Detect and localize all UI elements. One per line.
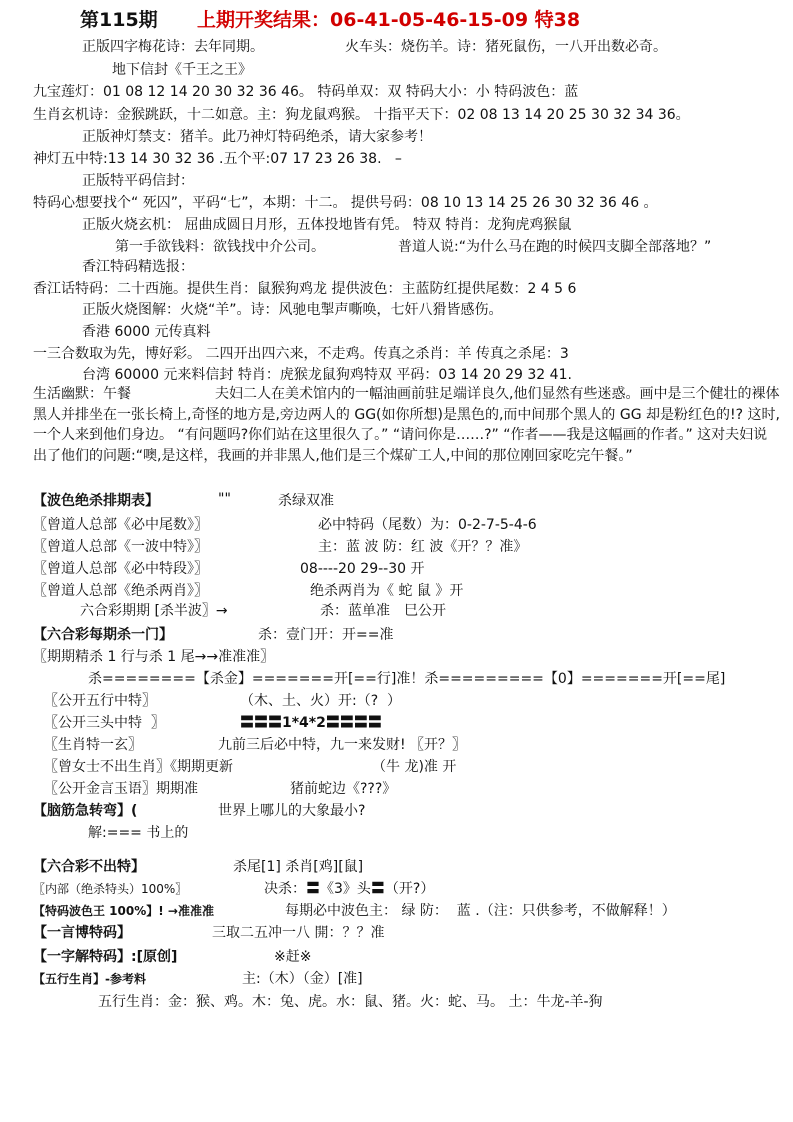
kill-metal-line: 杀========【杀金】=======开[==行]准！杀=========【0】=======开[==尾] [88, 671, 726, 687]
segment-value: 08----20 29--30 开 [300, 561, 425, 577]
wave-king-value: 每期必中波色主： 绿 防： 蓝 .（注：只供参考，不做解释！） [285, 903, 676, 919]
last-draw-result: 上期开奖结果：06-41-05-46-15-09 特38 [197, 9, 581, 31]
three-head-label: 〖公开三头中特 〗 [44, 715, 165, 731]
inside-kill-label: 〖内部（绝杀特头）100%〗 [33, 882, 188, 896]
zodiac-mystery-value: 九前三后必中特，九一来发财! 〖开？〗 [218, 737, 467, 753]
one-word-bet-value: 三取二五冲一八 開：？？准 [212, 925, 385, 941]
two-zodiac-label: 〖曾道人总部《绝杀两肖》〗 [33, 583, 208, 599]
wave-kill-value: 杀绿双准 [278, 493, 334, 509]
envelope-title: 正版特平码信封： [82, 173, 194, 189]
tail-number-label: 〖曾道人总部《必中尾数》〗 [33, 517, 208, 533]
wave-kill-mark: "" [218, 491, 231, 507]
tail-number-value: 必中特码（尾数）为：0-2-7-5-4-6 [318, 517, 537, 533]
wave-king-label: 【特码波色王 100%】! →准准准 [33, 904, 214, 918]
half-wave-value: 杀：蓝单准 巳公开 [320, 603, 446, 619]
lotus-lamp-line: 九宝莲灯：01 08 12 14 20 30 32 36 46。 特码单双：双 特码大小：小 特码波色：蓝 [33, 84, 579, 100]
no-special-title: 【六合彩不出特】 [33, 859, 145, 875]
madam-zodiac-label: 〖曾女士不出生肖〗《期期更新 [44, 759, 233, 775]
one-wave-value: 主：蓝 波 防：红 波《开？？准》 [318, 539, 528, 555]
golden-words-label: 〖公开金言玉语〗期期准 [44, 781, 198, 797]
no-special-value: 杀尾[1] 杀肖[鸡][鼠] [233, 859, 364, 875]
hongkong-code-line: 香江话特码：二十西施。提供生肖：鼠猴狗鸡龙 提供波色：主蓝防红提供尾数：2 4 5 6 [33, 281, 577, 297]
lamp-ban-line: 正版神灯禁支：猪羊。此乃神灯特码绝杀，请大家参考！ [82, 129, 432, 145]
one-wave-label: 〖曾道人总部《一波中特》〗 [33, 539, 208, 555]
lamp-five-line: 神灯五中特:13 14 30 32 36 .五个平:07 17 23 26 38. – [33, 151, 402, 167]
brain-teaser-answer: 解:=== 书上的 [88, 825, 189, 841]
one-word-bet-label: 【一言博特码】 [33, 925, 131, 941]
underground-envelope: 地下信封《千王之王》 [112, 62, 252, 78]
five-zodiac-label: 【五行生肖】-参考料 [33, 972, 146, 986]
three-head-value: 〓〓〓1*4*2〓〓〓〓 [240, 715, 382, 731]
one-char-label: 【一字解特码】:[原创] [33, 949, 178, 965]
one-char-value: ※赶※ [274, 949, 312, 965]
wave-kill-table-title: 【波色绝杀排期表】 [33, 493, 159, 509]
special-code-line: 特码心想要找个“ 死囚”，平码“七”，本期：十二。 提供号码：08 10 13 14 25 26 30 32 36 46 。 [33, 195, 658, 211]
fire-riddle-line: 正版火烧玄机： 屈曲成圆日月形，五体投地皆有凭。 特双 特肖：龙狗虎鸡猴鼠 [82, 217, 572, 233]
five-zodiac-list: 五行生肖：金：猴、鸡。木：兔、虎。水：鼠、猪。火：蛇、马。 土：牛龙-羊-狗 [98, 994, 603, 1010]
humor-paragraph: 生活幽默：午餐 夫妇二人在美术馆内的一幅油画前驻足端详良久,他们显然有些迷惑。画中是三个健壮的裸体黑人并排坐在一张长椅上,奇怪的地方是,旁边两人的 GG(如你所想)是黑色的,而中间那个黑人的 GG 却是粉红色的!? 这时,一个人来到他们身边。 “有问题吗?你们站在这里很久了。” “请问你是……?” “作者——我是这幅画的作者。” 这对夫妇说出了他们的问题:“噢,是这样，我画的并非黑人,他们是三个煤矿工人,中间的那位刚回家吃完午餐。” [33, 386, 780, 464]
zodiac-poem-line: 生肖玄机诗：金猴跳跃，十二如意。主：狗龙鼠鸡猴。 十指平天下：02 08 13 14 20 25 30 32 34 36。 [33, 107, 690, 123]
inside-kill-value: 决杀：〓《3》头〓（开?） [264, 881, 435, 897]
madam-zodiac-value: （牛 龙)准 开 [372, 759, 457, 775]
two-zodiac-value: 绝杀两肖为《 蛇 鼠 》开 [310, 583, 464, 599]
taoist-says-line: 普道人说:“为什么马在跑的时候四支脚全部落地？” [398, 239, 712, 255]
half-wave-label: 六合彩期期 [杀半波〗→ [80, 603, 228, 619]
plum-poem-line: 正版四字梅花诗：去年同期。 [82, 39, 264, 55]
five-elements-value: （木、土、火）开:（? ） [240, 693, 402, 709]
golden-words-value: 猪前蛇边《???》 [290, 781, 397, 797]
brain-teaser-question: 世界上哪儿的大象最小? [218, 803, 366, 819]
zodiac-mystery-label: 〖生肖特一玄〗 [44, 737, 142, 753]
kill-row-tail-title: 〖期期精杀 1 行与杀 1 尾→→准准准〗 [33, 649, 275, 665]
segment-label: 〖曾道人总部《必中特段》〗 [33, 561, 208, 577]
five-zodiac-value: 主:（木）（金）[准] [242, 971, 363, 987]
train-head-line: 火车头：烧伤羊。诗：猪死鼠伤，一八开出数必奇。 [345, 39, 667, 55]
hongkong-select-title: 香江特码精选报： [82, 259, 194, 275]
kill-one-door-title: 【六合彩每期杀一门】 [33, 627, 173, 643]
fax-kill-line: 一三合数取为先，博好彩。 二四开出四六来，不走鸡。传真之杀肖：羊 传真之杀尾：3 [33, 346, 569, 362]
hk-fax-title: 香港 6000 元传真料 [82, 324, 211, 340]
issue-number: 第115期 [80, 9, 158, 31]
first-hand-line: 第一手欲钱料：欲钱找中介公司。 [115, 239, 325, 255]
brain-teaser-label: 【脑筋急转弯】( [33, 803, 138, 819]
taiwan-envelope-line: 台湾 60000 元来料信封 特肖：虎猴龙鼠狗鸡特双 平码：03 14 20 29 32 41. [82, 367, 572, 383]
five-elements-label: 〖公开五行中特〗 [44, 693, 156, 709]
fire-image-line: 正版火烧图解：火烧“羊”。诗：风驰电掣声嘶唤，七奸八猾皆感伤。 [82, 302, 503, 318]
kill-one-door-value: 杀：壹门开：开==准 [258, 627, 394, 643]
